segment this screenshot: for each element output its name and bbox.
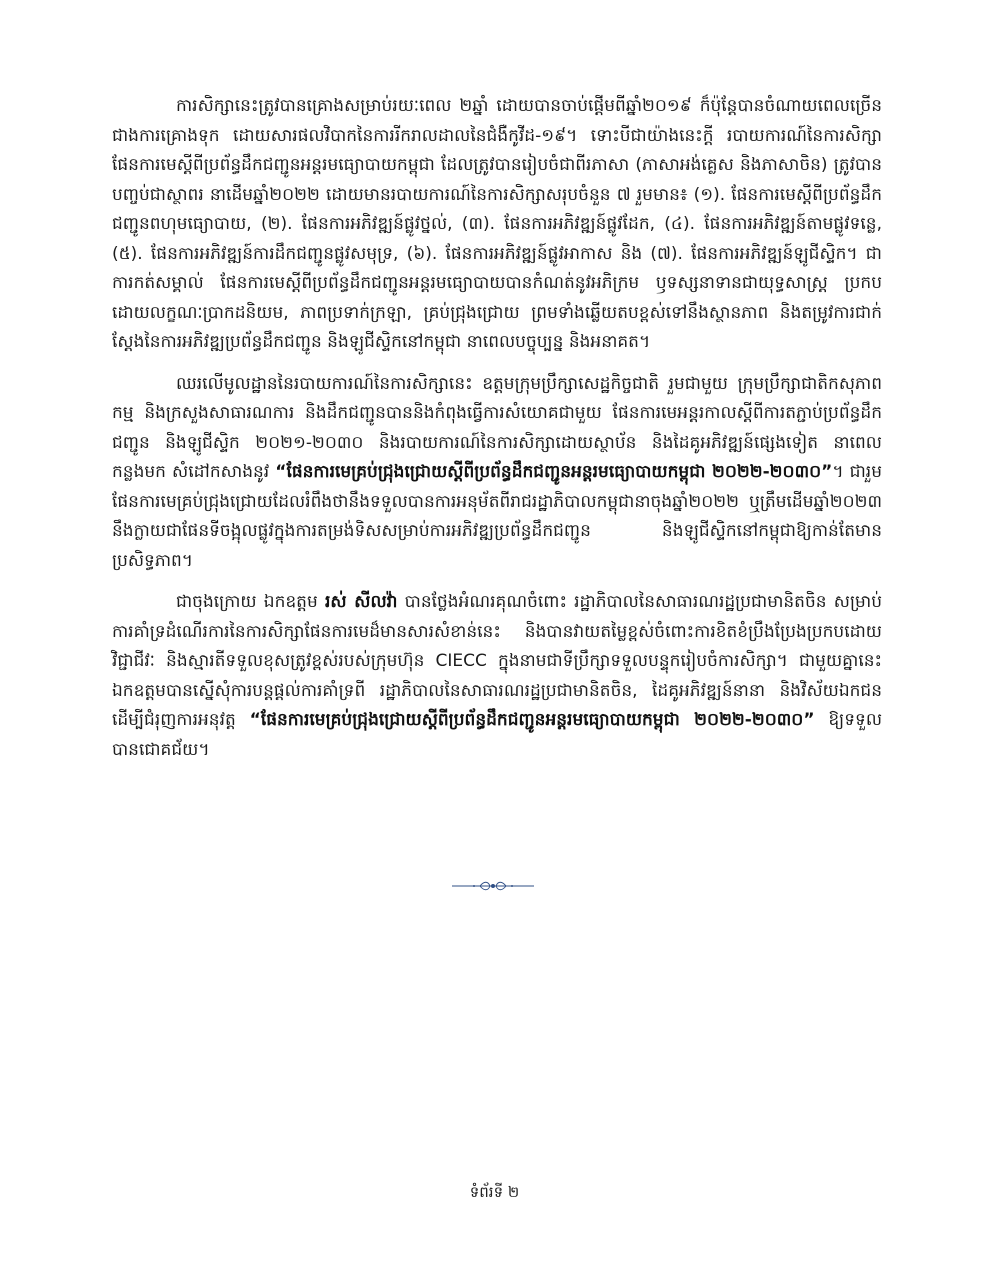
paragraph-study-summary: [112, 92, 882, 358]
paragraph-acknowledgement: [112, 588, 882, 765]
master-plan-title-bold: “ផែនការមេគ្រប់ជ្រុងជ្រោយស្តីពីប្រព័ន្ធដឹកជញ្ជូនអន្តរមធ្យោបាយកម្ពុជា ២០២២-២០៣០”: [275, 462, 833, 482]
paragraph-1-text: ការសិក្សានេះត្រូវបានគ្រោងសម្រាប់រយៈពេល ២ឆ្នាំ ដោយបានចាប់ផ្តើមពីឆ្នាំ២០១៩ ក៏ប៉ុន្តែបានចំណាយពេលច្រើនជាងការគ្រោងទុក ដោយសារផលវិបាកនៃការរីករាលដាលនៃជំងឺកូវីដ-១៩។ ទោះបីជាយ៉ាងនេះក្តី របាយការណ៍នៃការសិក្សាផែនការមេស្តីពីប្រព័ន្ធដឹកជញ្ជូនអន្តរមធ្យោបាយកម្ពុជា ដែលត្រូវបានរៀបចំជាពីរភាសា (ភាសាអង់គ្លេស និងភាសាចិន) ត្រូវបានបញ្ចប់ជាស្ថាពរ នាដើមឆ្នាំ២០២២ ដោយមានរបាយការណ៍នៃការសិក្សាសរុបចំនួន ៧ រួមមាន៖ (១). ផែនការមេស្តីពីប្រព័ន្ធដឹកជញ្ជូនពហុមធ្យោបាយ, (២). ផែនការអភិវឌ្ឍន៍ផ្លូវថ្នល់, (៣). ផែនការអភិវឌ្ឍន៍ផ្លូវដែក, (៤). ផែនការអភិវឌ្ឍន៍តាមផ្លូវទន្លេ, (៥). ផែនការអភិវឌ្ឍន៍ការដឹកជញ្ជូនផ្លូវសមុទ្រ, (៦). ផែនការអភិវឌ្ឍន៍ផ្លូវអាកាស និង (៧). ផែនការអភិវឌ្ឍន៍ឡូជីស្ទិក។ ជាការកត់សម្គាល់ ផែនការមេស្តីពីប្រព័ន្ធដឹកជញ្ជូនអន្តរមធ្យោបាយបានកំណត់នូវអភិក្រម ឫទស្សនាទានជាយុទ្ធសាស្ត្រ ប្រកបដោយលក្ខណៈប្រាកដនិយម, ភាពប្រទាក់ក្រឡា, គ្រប់ជ្រុងជ្រោយ ព្រមទាំងឆ្លើយតបខ្ពស់ទៅនឹងស្ថានភាព និងតម្រូវការជាក់ស្តែងនៃការអភិវឌ្ឍប្រព័ន្ធដឹកជញ្ជូន និងឡូជីស្ទិកនៅកម្ពុជា នាពេលបច្ចុប្បន្ន និងអនាគត។: [112, 96, 882, 352]
divider-ornament-icon: [450, 876, 536, 896]
paragraph-3-text-a: ជាចុងក្រោយ ឯកឧត្តម: [176, 592, 325, 612]
page-number: ទំព័រទី ២: [469, 1183, 520, 1201]
master-plan-title-bold-2: “ផែនការមេគ្រប់ជ្រុងជ្រោយស្តីពីប្រព័ន្ធដឹកជញ្ជូនអន្តរមធ្យោបាយកម្ពុជា ២០២២-២០៣០”: [249, 710, 815, 730]
document-body: [112, 92, 882, 765]
official-name-bold: រស់ សីលវ៉ា: [324, 592, 398, 612]
paragraph-2-text-b: ។ ជារួម ផែនការមេគ្រប់ជ្រុងជ្រោយដែលរំពឹងថានឹងទទួលបានការអនុម័តពីរាជរដ្ឋាភិបាលកម្ពុជានាចុងឆ្នាំ២០២២ ឬត្រឹមដើមឆ្នាំ២០២៣ នឹងក្លាយជាផែនទីចង្អុលផ្លូវក្នុងការតម្រង់ទិសសម្រាប់ការអភិវឌ្ឍប្រព័ន្ធដឹកជញ្ជូន និងឡូជីស្ទិកនៅកម្ពុជាឱ្យកាន់តែមានប្រសិទ្ធភាព។: [112, 462, 882, 571]
paragraph-3-text-b: បានថ្លែងអំណរគុណចំពោះ រដ្ឋាភិបាលនៃសាធារណរដ្ឋប្រជាមានិតចិន សម្រាប់ការគាំទ្រដំណើរការនៃការសិក្សាផែនការមេដ៏មានសារសំខាន់នេះ និងបានវាយតម្លៃខ្ពស់ចំពោះការខិតខំប្រឹងប្រែងប្រកបដោយវិជ្ជាជីវៈ និងស្មារតីទទួលខុសត្រូវខ្ពស់របស់ក្រុមហ៊ុន CIECC ក្នុងនាមជាទីប្រឹក្សាទទួលបន្ទុករៀបចំការសិក្សា។ ជាមួយគ្នានេះ ឯកឧត្តមបានស្នើសុំការបន្តផ្តល់ការគាំទ្រពី រដ្ឋាភិបាលនៃសាធារណរដ្ឋប្រជាមានិតចិន, ដៃគូអភិវឌ្ឍន៍នានា និងវិស័យឯកជន ដើម្បីជំរុញការអនុវត្ត: [112, 592, 882, 730]
paragraph-master-plan: [112, 370, 882, 577]
paragraph-3-text-c: ឱ្យទទួលបានជោគជ័យ។: [112, 710, 883, 760]
paragraph-2-text-a: ឈរលើមូលដ្ឋាននៃរបាយការណ៍នៃការសិក្សានេះ ឧត្តមក្រុមប្រឹក្សាសេដ្ឋកិច្ចជាតិ រួមជាមួយ ក្រុមប្រឹក្សាជាតិកសុភាពកម្ម និងក្រសួងសាធារណការ និងដឹកជញ្ជូនបាននិងកំពុងធ្វើការសំយោគជាមួយ ផែនការមេអន្តរកាលស្តីពីការតភ្ជាប់ប្រព័ន្ធដឹកជញ្ជូន និងឡូជីស្ទិក ២០២១-២០៣០ និងរបាយការណ៍នៃការសិក្សាដោយស្ថាប័ន និងដៃគូអភិវឌ្ឍន៍ផ្សេងទៀត នាពេលកន្លងមក សំដៅកសាងនូវ: [112, 373, 882, 482]
